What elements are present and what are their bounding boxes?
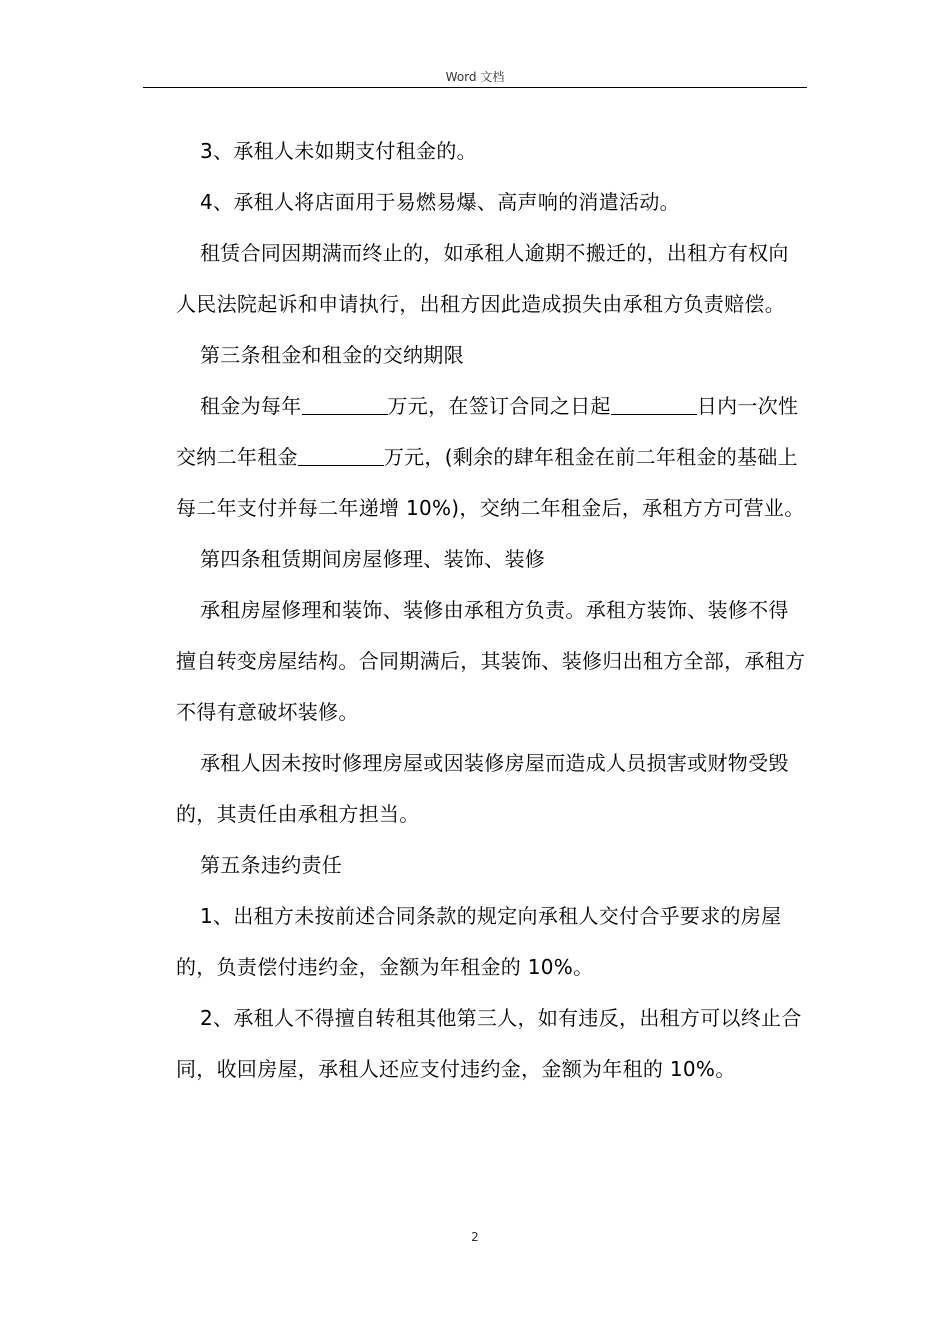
header-divider	[143, 87, 807, 88]
paragraph-rent-terms	[176, 381, 806, 534]
blank-days	[611, 394, 697, 415]
section-heading-4: 第四条租赁期间房屋修理、装饰、装修	[200, 547, 546, 571]
paragraph-damage-liability: 承租人因未按时修理房屋或因装修房屋而造成人员损害或财物受毁的，其责任由承租方担当。	[176, 751, 789, 826]
paragraph-item-4: 4、承租人将店面用于易燃易爆、高声响的消遣活动。	[200, 190, 680, 214]
paragraph-breach-2: 2、承租人不得擅自转租其他第三人，如有违反，出租方可以终止合同，收回房屋，承租人还应支付违约金，金额为年租的 10%。	[176, 1006, 802, 1081]
header-title: Word 文档	[445, 70, 505, 84]
paragraph-item-3: 3、承租人未如期支付租金的。	[200, 139, 477, 163]
paragraph-breach-1: 1、出租方未按前述合同条款的规定向承租人交付合乎要求的房屋的，负责偿付违约金，金额为年租金的 10%。	[176, 904, 782, 979]
rent-text-4: 万元，(剩余的肆年租金在前二年租金的基础上每二年支付并每二年递增 10%)，交纳二年租金后，承租方方可营业。	[176, 445, 805, 520]
section-heading-5: 第五条违约责任	[200, 853, 343, 877]
paragraph-renovation: 承租房屋修理和装饰、装修由承租方负责。承租方装饰、装修不得擅自转变房屋结构。合同期满后，其装饰、装修归出租方全部，承租方不得有意破坏装修。	[176, 598, 806, 724]
rent-text-2: 万元，在签订合同之日起	[387, 394, 611, 418]
rent-text-3: 日内一次性交纳二年租金	[176, 394, 799, 469]
section-heading-3: 第三条租金和租金的交纳期限	[200, 343, 464, 367]
blank-annual-rent	[302, 394, 388, 415]
document-body	[176, 126, 806, 1095]
blank-two-year-rent	[298, 445, 384, 466]
page-number: 2	[471, 1230, 479, 1244]
rent-text-1: 租金为每年	[200, 394, 302, 418]
paragraph-termination: 租赁合同因期满而终止的，如承租人逾期不搬迁的，出租方有权向人民法院起诉和申请执行，出租方因此造成损失由承租方负责赔偿。	[176, 241, 789, 316]
